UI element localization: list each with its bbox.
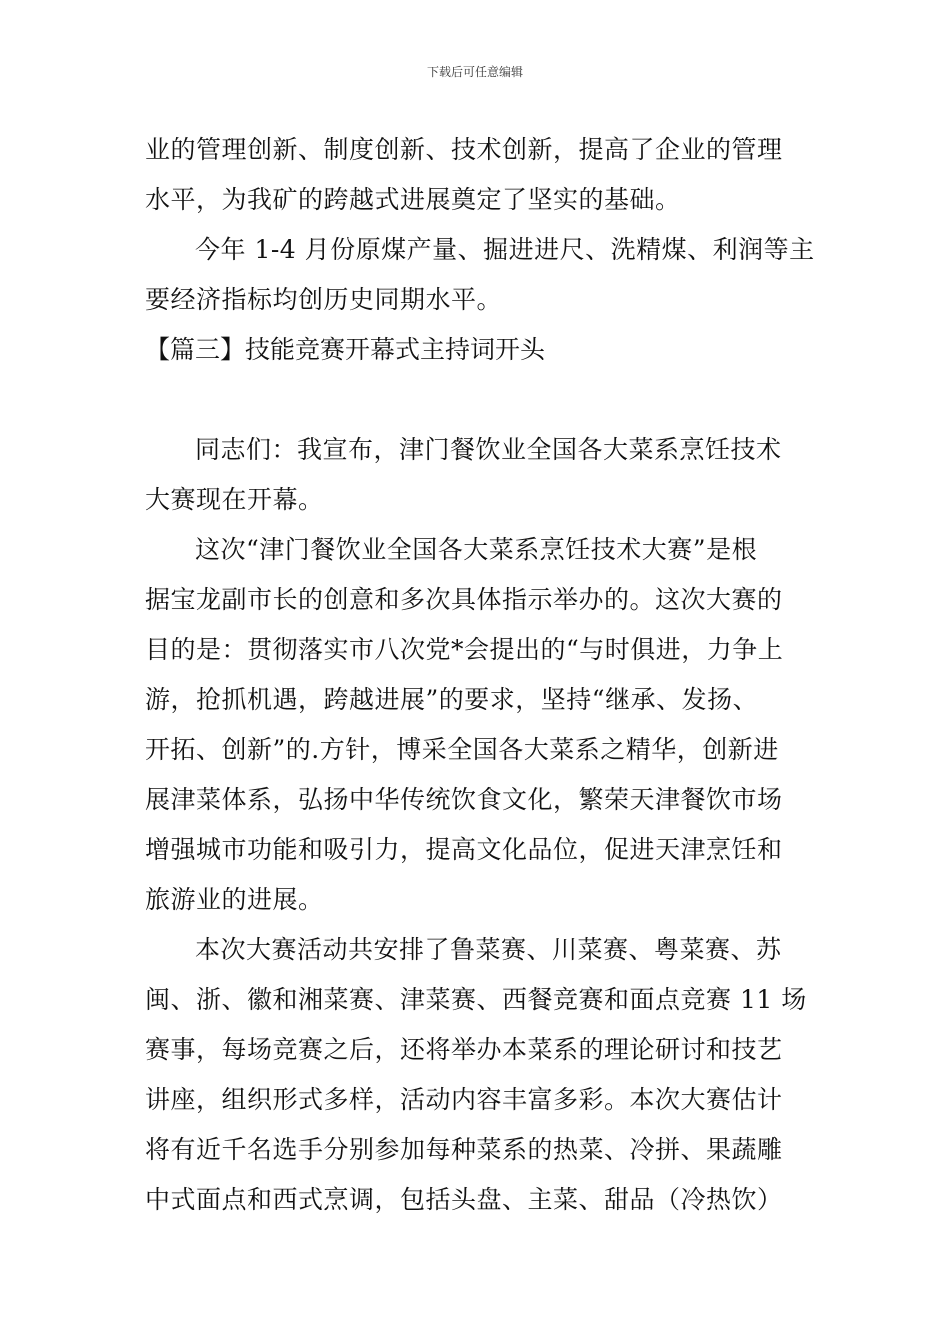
text-line: 大赛现在开幕。: [145, 485, 324, 514]
text-line: 要经济指标均创历史同期水平。: [145, 285, 503, 314]
paragraph-2: [145, 225, 815, 325]
text-line: 业的管理创新、制度创新、技术创新，提高了企业的管理: [145, 135, 783, 164]
text-line: 讲座，组织形式多样，活动内容丰富多彩。本次大赛估计: [145, 1085, 783, 1114]
text-line: 增强城市功能和吸引力，提高文化品位，促进天津烹饪和: [145, 835, 783, 864]
text-line: 将有近千名选手分别参加每种菜系的热菜、冷拼、果蔬雕: [145, 1135, 783, 1164]
text-line: 本次大赛活动共安排了鲁菜赛、川菜赛、粤菜赛、苏: [195, 935, 782, 964]
text-line: 目的是：贯彻落实市八次党*会提出的“与时俱进，力争上: [145, 635, 784, 664]
section-heading: 【篇三】技能竞赛开幕式主持词开头: [145, 335, 546, 364]
text-line: 旅游业的进展。: [145, 885, 324, 914]
document-body: [145, 125, 815, 1225]
text-line: 中式面点和西式烹调，包括头盘、主菜、甜品（冷热饮）: [145, 1185, 783, 1214]
paragraph-4: [145, 525, 810, 925]
text-line: 游，抢抓机遇，跨越进展”的要求，坚持“继承、发扬、: [145, 685, 759, 714]
text-line: 赛事，每场竞赛之后，还将举办本菜系的理论研讨和技艺: [145, 1035, 783, 1064]
paragraph-5: [145, 925, 810, 1225]
text-line: 闽、浙、徽和湘菜赛、津菜赛、西餐竞赛和面点竞赛 11 场: [145, 985, 807, 1014]
page-header-note: 下载后可任意编辑: [426, 65, 523, 79]
text-line: 今年 1-4 月份原煤产量、掘进进尺、洗精煤、利润等主: [195, 235, 815, 264]
blank-line: [145, 375, 810, 425]
text-line: 同志们：我宣布，津门餐饮业全国各大菜系烹饪技术: [195, 435, 782, 464]
text-line: 水平，为我矿的跨越式进展奠定了坚实的基础。: [145, 185, 681, 214]
text-line: 这次“津门餐饮业全国各大菜系烹饪技术大赛”是根: [195, 535, 758, 564]
text-line: 据宝龙副市长的创意和多次具体指示举办的。这次大赛的: [145, 585, 783, 614]
text-line: 展津菜体系，弘扬中华传统饮食文化，繁荣天津餐饮市场: [145, 785, 783, 814]
text-line: 开拓、创新”的.方针，博采全国各大菜系之精华，创新进: [145, 735, 779, 764]
paragraph-3: [145, 425, 810, 525]
paragraph-1: [145, 125, 810, 225]
